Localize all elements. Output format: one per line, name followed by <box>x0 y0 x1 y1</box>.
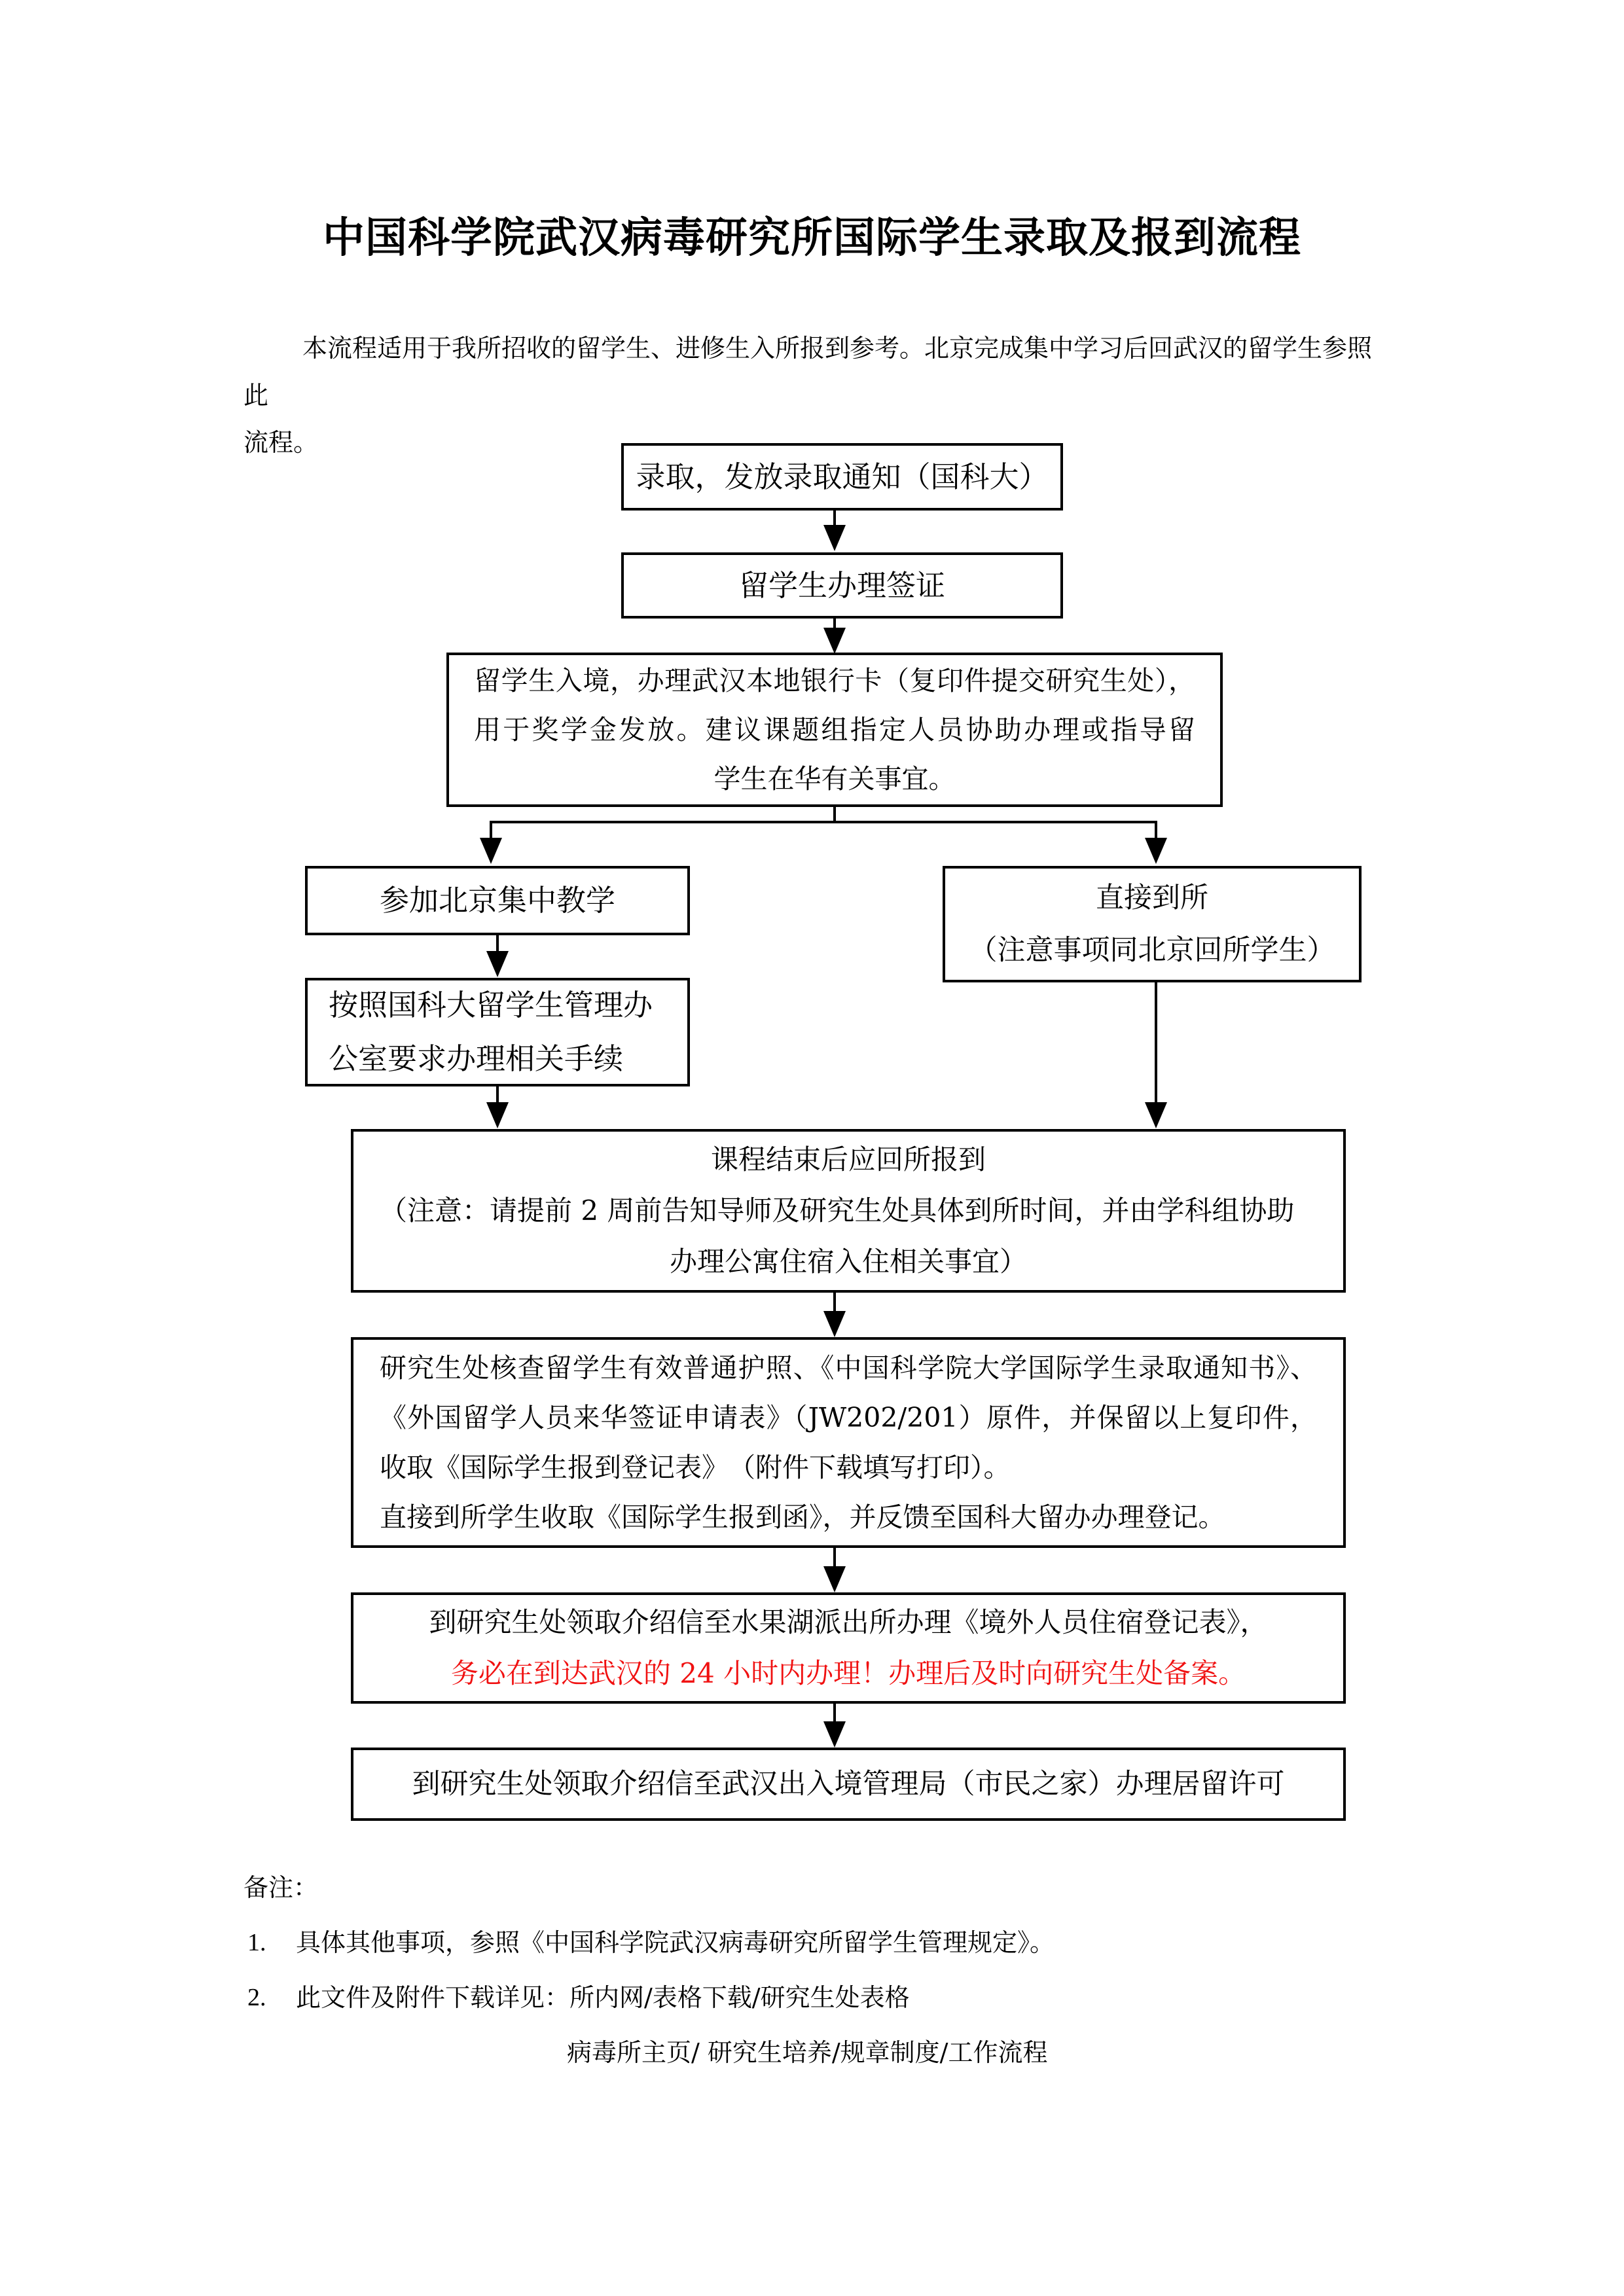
flow-box-line: 留学生办理签证 <box>738 567 945 603</box>
arrow-down-icon <box>480 838 502 864</box>
arrow-down-icon <box>1145 1102 1167 1128</box>
flow-box-visa <box>621 552 1063 619</box>
flow-box-admission <box>621 443 1063 511</box>
flow-box-line: 研究生处核查留学生有效普通护照、《中国科学院大学国际学生录取通知书》、 <box>380 1352 1317 1384</box>
connector-direct-return <box>1155 982 1157 1103</box>
connector-branch-right <box>1155 821 1157 839</box>
connector-police-residence <box>833 1704 836 1723</box>
connector-beijing-ucas <box>496 934 499 952</box>
flow-box-line: （注意事项同北京回所学生） <box>969 934 1335 967</box>
flow-box-line: 直接到所 <box>1096 882 1208 914</box>
flow-box-line: 按照国科大留学生管理办 <box>329 988 653 1022</box>
flow-box-direct-arrival <box>943 866 1362 982</box>
arrow-down-icon <box>486 1102 509 1128</box>
flow-box-line: 办理公寓住宿入住相关事宜） <box>669 1246 1027 1278</box>
flow-box-line: 录取，发放录取通知（国科大） <box>636 459 1049 494</box>
flow-box-return-report <box>351 1129 1346 1293</box>
flow-box-line: 到研究生处领取介绍信至水果湖派出所办理《境外人员住宿登记表》， <box>429 1606 1268 1638</box>
flow-box-verification <box>351 1337 1346 1548</box>
flow-box-line: 收取《国际学生报到登记表》 （附件下载填写打印）。 <box>380 1452 1011 1483</box>
note-item-1: 具体其他事项，参照《中国科学院武汉病毒研究所留学生管理规定》。 <box>296 1928 1055 1957</box>
note-item-2: 此文件及附件下载详见：所内网/表格下载/研究生处表格 <box>296 1983 910 2012</box>
note-number: 1. <box>247 1929 266 1956</box>
connector-branch-stub <box>833 807 836 822</box>
arrow-down-icon <box>1145 838 1167 864</box>
arrow-down-icon <box>823 1721 846 1748</box>
arrow-down-icon <box>823 1566 846 1592</box>
arrow-down-icon <box>486 951 509 977</box>
flow-box-line: 用于奖学金发放。建议课题组指定人员协助办理或指导留 <box>474 713 1195 745</box>
flow-box-line: 留学生入境，办理武汉本地银行卡（复印件提交研究生处）， <box>474 664 1195 696</box>
flow-box-line: 直接到所学生收取《国际学生报到函》，并反馈至国科大留办办理登记。 <box>380 1501 1225 1533</box>
page-title: 中国科学院武汉病毒研究所国际学生录取及报到流程 <box>323 213 1301 262</box>
intro-line: 本流程适用于我所招收的留学生、进修生入所报到参考。北京完成集中学习后回武汉的留学生参照此 <box>244 334 1373 410</box>
flow-box-line: 到研究生处领取介绍信至武汉出入境管理局（市民之家）办理居留许可 <box>412 1768 1285 1801</box>
connector-return-verification <box>833 1293 836 1312</box>
note-number: 2. <box>247 1984 266 2011</box>
note-item-2-continued: 病毒所主页/ 研究生培养/规章制度/工作流程 <box>567 2038 1048 2067</box>
flow-box-line: 《外国留学人员来华签证申请表》（JW202/201）原件，并保留以上复印件， <box>380 1402 1317 1433</box>
connector-admission-visa <box>833 511 836 526</box>
connector-ucas-return <box>496 1086 499 1103</box>
intro-line: 流程。 <box>244 428 319 457</box>
flow-box-line: 学生在华有关事宜。 <box>713 762 956 795</box>
arrow-down-icon <box>823 525 846 551</box>
arrow-down-icon <box>823 1311 846 1337</box>
flow-box-residence-permit <box>351 1748 1346 1821</box>
connector-branch-left <box>490 821 492 839</box>
flow-box-beijing-teaching <box>305 866 690 935</box>
flow-box-line: 参加北京集中教学 <box>379 883 615 918</box>
flow-box-line: 公室要求办理相关手续 <box>329 1041 624 1076</box>
flow-box-entry-bank <box>446 653 1223 807</box>
connector-verification-police <box>833 1548 836 1568</box>
notes-heading: 备注： <box>244 1873 319 1902</box>
flow-box-line: （注意：请提前 2 周前告知导师及研究生处具体到所时间，并由学科组协助 <box>380 1194 1295 1227</box>
flow-box-police-registration <box>351 1592 1346 1704</box>
flow-box-line-emphasis: 务必在到达武汉的 24 小时内办理！办理后及时向研究生处备案。 <box>450 1657 1246 1689</box>
connector-branch-horizontal <box>490 821 1157 823</box>
flow-box-ucas-procedures <box>305 978 690 1086</box>
arrow-down-icon <box>823 628 846 654</box>
flow-box-line: 课程结束后应回所报到 <box>710 1143 986 1175</box>
